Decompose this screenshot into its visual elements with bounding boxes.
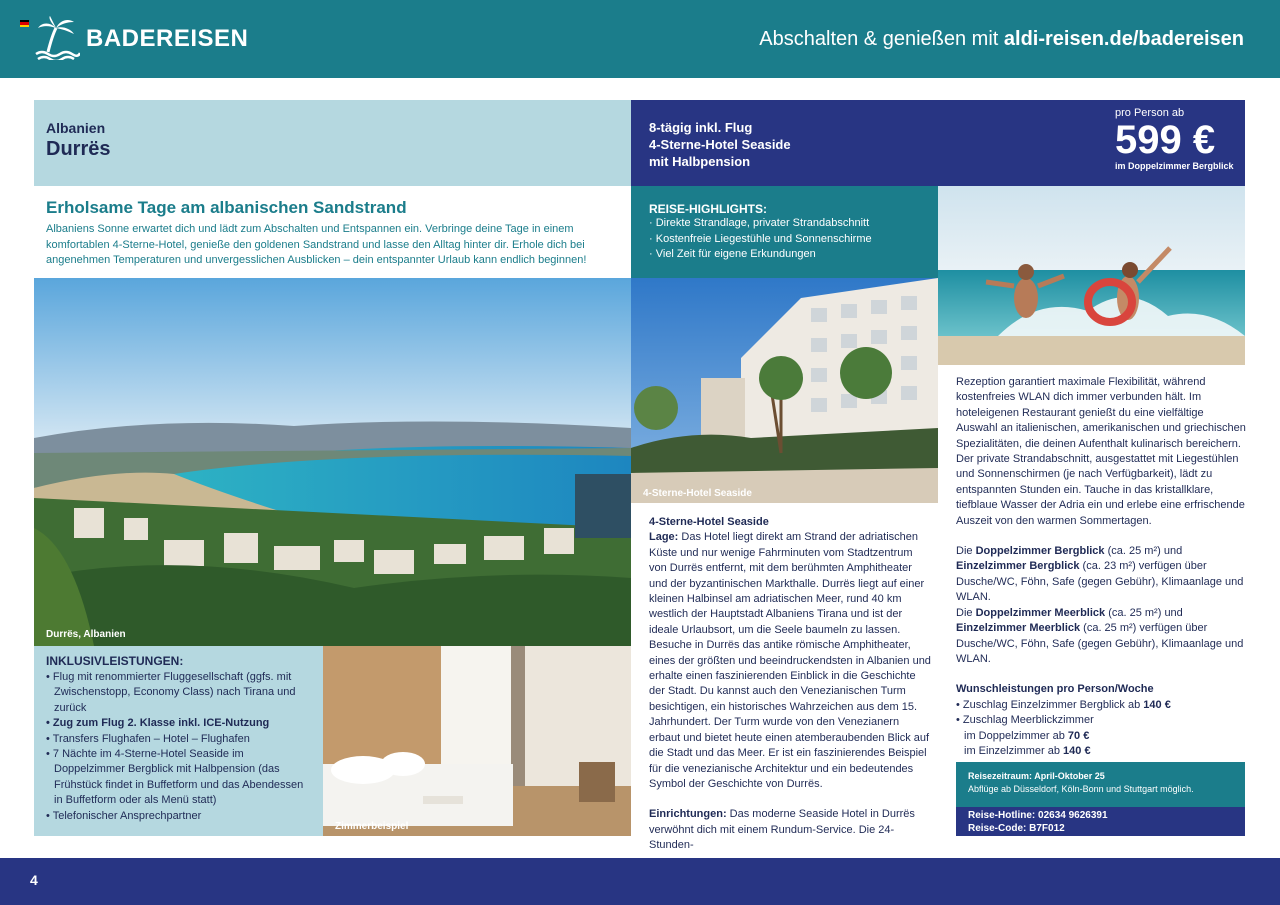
room-type: Einzelzimmer Meerblick (956, 622, 1081, 635)
wish-subitem (956, 744, 1246, 759)
inclusion-item: • 7 Nächte im 4-Sterne-Hotel Seaside im Doppelzimmer Bergblick mit Halbpension (das Frühstück findet in Buffetform und das Abendessen in Buffetform oder als Menü statt) (46, 747, 311, 809)
wish-subitem (956, 729, 1246, 744)
rooms-text: (ca. 25 m²) und (1105, 606, 1183, 619)
intro-section (34, 186, 631, 278)
travel-period: Reisezeitraum: April-Oktober 25 (968, 771, 1105, 781)
rooms-text: (ca. 25 m²) und (1104, 545, 1183, 558)
tagline-url-link[interactable]: aldi-reisen.de/badereisen (1003, 28, 1244, 50)
lage-text: Das Hotel liegt direkt am Strand der adriatischen Küste und nur wenige Fahrminuten vom Stadtzentrum von Durrës entfernt, mit dem berühmten Amphitheater und der byzantinischen Markthalle. Durrës liegt auf einer kleinen Halbinsel am adriatischen Meer, rund 40 km westlich der Hauptstadt Albaniens Tirana und ist der ideale Urlaubsort, um die Seele baumeln zu lassen. (649, 531, 925, 636)
wish-item-text: Zuschlag Einzelzimmer Bergblick ab (962, 698, 1144, 711)
hotel-photo-caption: 4-Sterne-Hotel Seaside (643, 488, 752, 499)
coast-photo (34, 278, 631, 646)
wish-item-text: Zuschlag Meerblickzimmer (962, 714, 1094, 727)
inclusion-item: • Zug zum Flug 2. Klasse inkl. ICE-Nutzung (46, 716, 311, 731)
inclusions-box (34, 646, 323, 836)
room-photo-caption: Zimmerbeispiel (335, 821, 409, 832)
footer-bar (0, 858, 1280, 905)
rooms-text: Die (956, 606, 976, 619)
offer-line-duration: 8-tägig inkl. Flug (649, 120, 753, 135)
wish-item (956, 713, 1246, 728)
room-photo (323, 646, 631, 836)
highlight-item: · Kostenfreie Liegestühle und Sonnenschirme (649, 232, 920, 248)
wish-services-title: Wunschleistungen pro Person/Woche (956, 683, 1154, 696)
price-value: 599 € (1115, 118, 1216, 162)
header-bar (0, 0, 1280, 78)
hotel-photo (631, 278, 938, 503)
palm-tree-logo-icon (34, 16, 80, 60)
wish-subitem-price: 70 € (1067, 729, 1090, 742)
travel-hotline[interactable]: Reise-Hotline: 02634 9626391 (968, 810, 1108, 821)
offer-box (631, 100, 1245, 186)
header-tagline (759, 28, 1244, 51)
rooms-description (956, 544, 1246, 667)
country-label: Albanien (46, 120, 106, 136)
highlight-item: · Viel Zeit für eigene Erkundungen (649, 247, 920, 263)
wish-services (956, 682, 1246, 759)
intro-headline: Erholsame Tage am albanischen Sandstrand (46, 198, 407, 217)
offer-line-hotel: 4-Sterne-Hotel Seaside (649, 137, 791, 152)
offer-line-board: mit Halbpension (649, 154, 751, 169)
city-title: Durrës (46, 138, 111, 160)
room-type: Doppelzimmer Bergblick (975, 545, 1105, 558)
wish-item (956, 698, 1246, 713)
travel-period-box (956, 762, 1245, 807)
inclusion-item: • Flug mit renommierter Fluggesellschaft (ggfs. mit Zwischenstopp, Economy Class) nach Tirana und zurück (46, 670, 311, 716)
price-label: pro Person ab (1115, 107, 1185, 119)
wish-services-list (956, 698, 1246, 729)
wish-subitem-text: im Doppelzimmer ab (964, 729, 1068, 742)
brand-title: BADEREISEN (86, 25, 249, 52)
wish-item-price: 140 € (1143, 698, 1171, 711)
inclusions-list (46, 670, 311, 824)
room-type: Doppelzimmer Meerblick (975, 606, 1106, 619)
amenities-text: Rezeption garantiert maximale Flexibilität, während kostenfreies WLAN dich immer verbunden hält. Im hoteleigenen Restaurant genießt du eine vielfältige Auswahl an italienischen, amerikanischen und griechischen Spezialitäten, die deinen Aufenthalt kulinarisch bereichern. Der private Strandabschnitt, ausgestattet mit Liegestühlen und Sonnenschirmen (je nach Verfügbarkeit), lädt zu entspannten Stunden ein. Tauche in das kristallklare, tiefblaue Wasser der Adria ein und erlebe eine erfrischende Auszeit von den warmen Sommertagen. (956, 376, 1246, 527)
destination-title-box (34, 100, 631, 186)
offer-summary (649, 119, 791, 170)
besuche-text: Besuche in Durrës das antike römische Amphitheater, eines der größten und beeindruckendsten in Albanien und erhalte einen faszinierenden Einblick in die Geschichte der Stadt. Du kannst auch den Venezianischen Turm besichtigen, ein historisches Wahrzeichen aus dem 15. Jahrhundert. Der Turm wurde von den Venezianern erbaut und bietet heute einen atemberaubenden Blick auf die Stadt und das Meer. Er ist ein faszinierendes Beispiel für die venezianische Architektur und ein bedeutendes Symbol der Geschichte von Durrës. (649, 639, 931, 790)
inclusions-title: INKLUSIVLEISTUNGEN: (46, 654, 184, 668)
hotel-description (649, 515, 931, 854)
inclusion-item: • Transfers Flughafen – Hotel – Flughafen (46, 732, 311, 747)
price-note: im Doppelzimmer Bergblick (1115, 161, 1234, 171)
german-flag-icon (20, 20, 29, 27)
rooms-text: (ca. 25 m²) verfügen über Dusche/WC, Föhn, Safe (gegen Gebühr), Klimaanlage und WLAN. (956, 622, 1244, 665)
hotel-details (956, 375, 1246, 759)
highlights-title: REISE-HIGHLIGHTS: (649, 202, 768, 216)
rooms-text: Die (956, 545, 976, 558)
wish-subitem-price: 140 € (1063, 744, 1091, 757)
rooms-text: (ca. 23 m²) verfügen über Dusche/WC, Föhn, Safe (gegen Gebühr), Klimaanlage und WLAN. (956, 560, 1244, 604)
highlights-list (649, 216, 920, 263)
einrichtungen-label: Einrichtungen: (649, 808, 727, 821)
intro-text: Albaniens Sonne erwartet dich und lädt zum Abschalten und Entspannen ein. Verbringe deine Tage in einem komfortablen 4-Sterne-Hotel, genieße den goldenen Sandstrand und lasse den Alltag hinter dir. Erhole dich bei angenehmen Temperaturen und unvergesslichen Ausblicken – dein entspannter Urlaub kann endlich beginnen! (46, 223, 587, 266)
room-type: Einzelzimmer Bergblick (956, 560, 1080, 573)
lage-label: Lage: (649, 531, 679, 544)
highlights-box (631, 186, 938, 278)
hotel-description-title: 4-Sterne-Hotel Seaside (649, 516, 769, 528)
wish-subitem-text: im Einzelzimmer ab (964, 744, 1064, 757)
tagline-text: Abschalten & genießen mit (759, 28, 1004, 50)
hotline-box (956, 807, 1245, 836)
coast-photo-caption: Durrës, Albanien (46, 629, 126, 640)
inclusion-item: • Telefonischer Ansprechpartner (46, 809, 311, 824)
beach-photo (938, 186, 1245, 365)
travel-code: Reise-Code: B7F012 (968, 823, 1065, 834)
page-number: 4 (30, 872, 38, 888)
einrichtungen-text: Das moderne Seaside Hotel in Durrës verwöhnt dich mit einem Rundum-Service. Die 24-Stunden- (649, 808, 915, 852)
departure-airports: Abflüge ab Düsseldorf, Köln-Bonn und Stuttgart möglich. (968, 784, 1194, 794)
highlight-item: · Direkte Strandlage, privater Strandabschnitt (649, 216, 920, 232)
